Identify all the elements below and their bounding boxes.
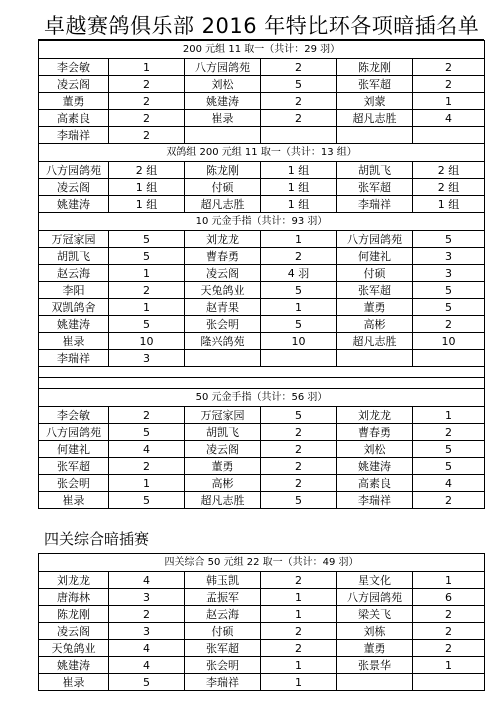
entry-count-cell: 3 xyxy=(413,248,485,265)
table-row xyxy=(39,127,485,144)
entrant-name-cell: 凌云阁 xyxy=(185,265,261,282)
entrant-name-cell: 八方园鸽苑 xyxy=(39,424,109,441)
entry-count-cell: 2 xyxy=(413,640,485,657)
table-row xyxy=(39,196,485,213)
entry-count-cell: 1 xyxy=(413,407,485,424)
entrant-name-cell: 隆兴鸽苑 xyxy=(185,333,261,350)
section-header-row xyxy=(39,554,485,572)
entry-count-cell: 2 组 xyxy=(413,162,485,179)
entrant-name-cell: 万冠家园 xyxy=(39,231,109,248)
entrant-name-cell: 凌云阁 xyxy=(39,179,109,196)
entrant-name-cell: 李瑞祥 xyxy=(337,492,413,509)
table-row xyxy=(39,424,485,441)
entrant-name-cell: 付硕 xyxy=(337,265,413,282)
table-row xyxy=(39,265,485,282)
entrant-name-cell: 张军超 xyxy=(39,458,109,475)
spacer-row xyxy=(39,367,485,378)
entry-count-cell: 4 羽 xyxy=(261,265,337,282)
entrant-name-cell: 姚建涛 xyxy=(185,93,261,110)
entrant-name-cell: 陈龙刚 xyxy=(39,606,109,623)
entry-count-cell: 2 xyxy=(261,110,337,127)
entrant-name-cell xyxy=(185,350,261,367)
entry-count-cell: 2 xyxy=(261,59,337,76)
entrant-name-cell: 八方园鸽苑 xyxy=(337,231,413,248)
table-row xyxy=(39,640,485,657)
entrant-name-cell: 姚建涛 xyxy=(39,657,109,674)
entry-count-cell: 1 xyxy=(109,299,185,316)
table-row xyxy=(39,407,485,424)
entry-count-cell: 1 xyxy=(109,265,185,282)
page-title: 卓越赛鸽俱乐部 2016 年特比环各项暗插名单 xyxy=(44,14,480,38)
entry-count-cell: 3 xyxy=(413,265,485,282)
table-row xyxy=(39,93,485,110)
table-row xyxy=(39,623,485,640)
entry-count-cell: 2 xyxy=(261,93,337,110)
table-row xyxy=(39,492,485,509)
entry-count-cell: 5 xyxy=(261,282,337,299)
entry-count-cell: 2 xyxy=(109,127,185,144)
entrant-name-cell: 姚建涛 xyxy=(39,196,109,213)
entrant-name-cell: 崔录 xyxy=(39,333,109,350)
entry-count-cell: 2 xyxy=(109,458,185,475)
entrant-name-cell xyxy=(337,127,413,144)
entrant-name-cell: 八方园鸽苑 xyxy=(39,162,109,179)
entry-count-cell: 2 xyxy=(261,458,337,475)
entry-count-cell: 4 xyxy=(109,657,185,674)
entry-count-cell: 5 xyxy=(261,76,337,93)
table-row xyxy=(39,162,485,179)
table-row xyxy=(39,475,485,492)
entrant-name-cell: 董勇 xyxy=(39,93,109,110)
entry-count-cell: 2 组 xyxy=(109,162,185,179)
entrant-name-cell: 胡凯飞 xyxy=(337,162,413,179)
entry-count-cell: 5 xyxy=(413,299,485,316)
table-row xyxy=(39,674,485,691)
entry-count-cell: 5 xyxy=(413,231,485,248)
entrant-name-cell: 董勇 xyxy=(337,640,413,657)
table-row xyxy=(39,59,485,76)
entrant-name-cell: 董勇 xyxy=(185,458,261,475)
entry-count-cell: 2 xyxy=(413,59,485,76)
table-row xyxy=(39,657,485,674)
entrant-name-cell: 星文化 xyxy=(337,572,413,589)
entry-count-cell: 4 xyxy=(109,640,185,657)
section-header: 双鸽组 200 元组 11 取一（共计：13 组） xyxy=(39,144,485,162)
entrant-name-cell: 张军超 xyxy=(337,282,413,299)
section-header-row xyxy=(39,41,485,59)
entrant-name-cell: 刘蒙 xyxy=(337,93,413,110)
section-header: 200 元组 11 取一（共计：29 羽） xyxy=(39,41,485,59)
entry-count-cell: 2 xyxy=(109,110,185,127)
entry-count-cell: 1 xyxy=(261,606,337,623)
entrant-name-cell: 陈龙刚 xyxy=(337,59,413,76)
entrant-name-cell: 凌云阁 xyxy=(39,76,109,93)
entrant-name-cell: 凌云阁 xyxy=(185,441,261,458)
entrant-name-cell: 孟振军 xyxy=(185,589,261,606)
entrant-name-cell: 李瑞祥 xyxy=(337,196,413,213)
entrant-name-cell: 天兔鸽业 xyxy=(39,640,109,657)
table-row xyxy=(39,316,485,333)
entrant-name-cell: 超凡志胜 xyxy=(337,110,413,127)
entrant-name-cell: 胡凯飞 xyxy=(185,424,261,441)
entrant-name-cell: 高素良 xyxy=(337,475,413,492)
entry-count-cell: 1 组 xyxy=(261,162,337,179)
entrant-name-cell: 张军超 xyxy=(337,76,413,93)
entry-count-cell: 5 xyxy=(261,492,337,509)
entry-count-cell: 2 xyxy=(261,623,337,640)
entrant-name-cell: 崔录 xyxy=(39,674,109,691)
entry-count-cell: 2 xyxy=(261,441,337,458)
entrant-name-cell: 董勇 xyxy=(337,299,413,316)
entrant-name-cell: 胡凯飞 xyxy=(39,248,109,265)
entrant-name-cell xyxy=(337,350,413,367)
entrant-name-cell: 刘龙龙 xyxy=(337,407,413,424)
entrant-name-cell: 刘松 xyxy=(185,76,261,93)
entry-count-cell: 2 xyxy=(109,407,185,424)
entry-count-cell: 5 xyxy=(413,458,485,475)
entry-count-cell: 4 xyxy=(413,475,485,492)
table-row xyxy=(39,350,485,367)
entrant-name-cell: 超凡志胜 xyxy=(185,492,261,509)
entry-count-cell: 6 xyxy=(413,589,485,606)
entrant-name-cell: 天兔鸽业 xyxy=(185,282,261,299)
entry-count-cell: 2 xyxy=(261,640,337,657)
entry-count-cell: 5 xyxy=(413,282,485,299)
entry-count-cell: 2 xyxy=(261,424,337,441)
spacer-cell xyxy=(39,378,485,389)
table-row xyxy=(39,179,485,196)
section-header-row xyxy=(39,389,485,407)
entry-count-cell: 1 xyxy=(261,657,337,674)
entry-count-cell: 10 xyxy=(109,333,185,350)
entry-count-cell: 4 xyxy=(109,572,185,589)
entry-count-cell xyxy=(413,674,485,691)
entrant-name-cell: 刘龙龙 xyxy=(185,231,261,248)
entry-count-cell xyxy=(413,127,485,144)
table-row xyxy=(39,248,485,265)
table-row xyxy=(39,333,485,350)
entrant-name-cell: 高彬 xyxy=(337,316,413,333)
table-row xyxy=(39,458,485,475)
entrant-name-cell: 姚建涛 xyxy=(337,458,413,475)
entry-count-cell: 2 xyxy=(413,492,485,509)
table-row xyxy=(39,110,485,127)
entrant-name-cell: 张会明 xyxy=(185,316,261,333)
entry-count-cell: 2 xyxy=(261,248,337,265)
section-header-row xyxy=(39,213,485,231)
entrant-name-cell: 张景华 xyxy=(337,657,413,674)
entry-count-cell: 5 xyxy=(109,492,185,509)
table-row xyxy=(39,606,485,623)
entry-count-cell: 2 xyxy=(413,424,485,441)
entrant-name-cell: 刘龙龙 xyxy=(39,572,109,589)
entrant-name-cell: 李瑞祥 xyxy=(185,674,261,691)
entry-count-cell: 1 xyxy=(413,572,485,589)
entry-count-cell: 5 xyxy=(109,316,185,333)
entry-count-cell: 2 xyxy=(261,572,337,589)
entrant-name-cell: 刘栋 xyxy=(337,623,413,640)
entry-count-cell: 1 xyxy=(413,657,485,674)
entrant-name-cell xyxy=(185,127,261,144)
entry-count-cell: 1 组 xyxy=(261,196,337,213)
entry-count-cell: 5 xyxy=(109,231,185,248)
entry-count-cell: 3 xyxy=(109,589,185,606)
entry-count-cell xyxy=(261,127,337,144)
entrant-name-cell: 何建礼 xyxy=(337,248,413,265)
entry-count-cell: 2 xyxy=(109,606,185,623)
entry-count-cell: 2 xyxy=(109,76,185,93)
entry-count-cell xyxy=(261,350,337,367)
entrant-name-cell xyxy=(337,674,413,691)
entry-count-cell: 5 xyxy=(413,441,485,458)
section-header-row xyxy=(39,144,485,162)
entry-count-cell: 2 xyxy=(413,316,485,333)
entry-count-cell: 1 组 xyxy=(109,196,185,213)
entrant-name-cell: 何建礼 xyxy=(39,441,109,458)
section-header: 四关综合 50 元组 22 取一（共计：49 羽） xyxy=(39,554,485,572)
entry-count-cell: 1 组 xyxy=(109,179,185,196)
entrant-name-cell: 赵青果 xyxy=(185,299,261,316)
table-row xyxy=(39,441,485,458)
spacer-row xyxy=(39,378,485,389)
entrant-name-cell: 李瑞祥 xyxy=(39,127,109,144)
entry-count-cell: 1 组 xyxy=(261,179,337,196)
table-row xyxy=(39,231,485,248)
entrant-name-cell: 八方园鸽苑 xyxy=(185,59,261,76)
entrant-name-cell: 凌云阁 xyxy=(39,623,109,640)
entrant-name-cell: 八方园鸽苑 xyxy=(337,589,413,606)
section-subtitle: 四关综合暗插赛 xyxy=(44,530,150,548)
entrant-name-cell: 陈龙刚 xyxy=(185,162,261,179)
entrant-name-cell: 姚建涛 xyxy=(39,316,109,333)
entry-count-cell: 5 xyxy=(109,674,185,691)
entrant-name-cell: 付硕 xyxy=(185,179,261,196)
entrant-name-cell: 梁关飞 xyxy=(337,606,413,623)
entrant-name-cell: 双凯鸽舍 xyxy=(39,299,109,316)
table-row xyxy=(39,299,485,316)
special-ring-table xyxy=(38,40,485,509)
entrant-name-cell: 张会明 xyxy=(39,475,109,492)
entrant-name-cell: 李瑞祥 xyxy=(39,350,109,367)
four-race-table xyxy=(38,553,485,691)
entrant-name-cell: 李会敏 xyxy=(39,59,109,76)
entry-count-cell: 1 xyxy=(109,475,185,492)
entry-count-cell: 1 xyxy=(261,589,337,606)
entrant-name-cell: 唐海林 xyxy=(39,589,109,606)
table-row xyxy=(39,76,485,93)
entry-count-cell: 2 xyxy=(109,282,185,299)
entrant-name-cell: 刘松 xyxy=(337,441,413,458)
entrant-name-cell: 赵云海 xyxy=(185,606,261,623)
spacer-cell xyxy=(39,367,485,378)
entrant-name-cell: 赵云海 xyxy=(39,265,109,282)
table-row xyxy=(39,572,485,589)
entrant-name-cell: 付硕 xyxy=(185,623,261,640)
entry-count-cell: 10 xyxy=(261,333,337,350)
entrant-name-cell: 韩玉凯 xyxy=(185,572,261,589)
entrant-name-cell: 张会明 xyxy=(185,657,261,674)
entrant-name-cell: 李阳 xyxy=(39,282,109,299)
entrant-name-cell: 高素良 xyxy=(39,110,109,127)
entry-count-cell: 1 xyxy=(261,299,337,316)
section-header: 10 元金手指（共计：93 羽） xyxy=(39,213,485,231)
entry-count-cell: 5 xyxy=(109,248,185,265)
entry-count-cell: 1 xyxy=(261,674,337,691)
entry-count-cell: 5 xyxy=(261,407,337,424)
entry-count-cell: 3 xyxy=(109,623,185,640)
entrant-name-cell: 张军超 xyxy=(185,640,261,657)
entry-count-cell: 2 xyxy=(413,623,485,640)
entry-count-cell xyxy=(413,350,485,367)
entrant-name-cell: 崔录 xyxy=(185,110,261,127)
table-row xyxy=(39,282,485,299)
entrant-name-cell: 曹春勇 xyxy=(185,248,261,265)
entrant-name-cell: 崔录 xyxy=(39,492,109,509)
entrant-name-cell: 超凡志胜 xyxy=(337,333,413,350)
entry-count-cell: 2 xyxy=(109,93,185,110)
section-header: 50 元金手指（共计：56 羽） xyxy=(39,389,485,407)
entrant-name-cell: 高彬 xyxy=(185,475,261,492)
table-row xyxy=(39,589,485,606)
entry-count-cell: 4 xyxy=(109,441,185,458)
entry-count-cell: 3 xyxy=(109,350,185,367)
entry-count-cell: 2 xyxy=(413,76,485,93)
entry-count-cell: 1 xyxy=(109,59,185,76)
entry-count-cell: 2 xyxy=(261,475,337,492)
entrant-name-cell: 曹春勇 xyxy=(337,424,413,441)
entry-count-cell: 4 xyxy=(413,110,485,127)
entrant-name-cell: 李会敏 xyxy=(39,407,109,424)
entry-count-cell: 1 xyxy=(261,231,337,248)
entry-count-cell: 5 xyxy=(261,316,337,333)
entry-count-cell: 2 xyxy=(413,606,485,623)
entrant-name-cell: 万冠家园 xyxy=(185,407,261,424)
entry-count-cell: 1 xyxy=(413,93,485,110)
entrant-name-cell: 张军超 xyxy=(337,179,413,196)
entry-count-cell: 10 xyxy=(413,333,485,350)
entry-count-cell: 5 xyxy=(109,424,185,441)
entry-count-cell: 2 组 xyxy=(413,179,485,196)
entry-count-cell: 1 组 xyxy=(413,196,485,213)
entrant-name-cell: 超凡志胜 xyxy=(185,196,261,213)
